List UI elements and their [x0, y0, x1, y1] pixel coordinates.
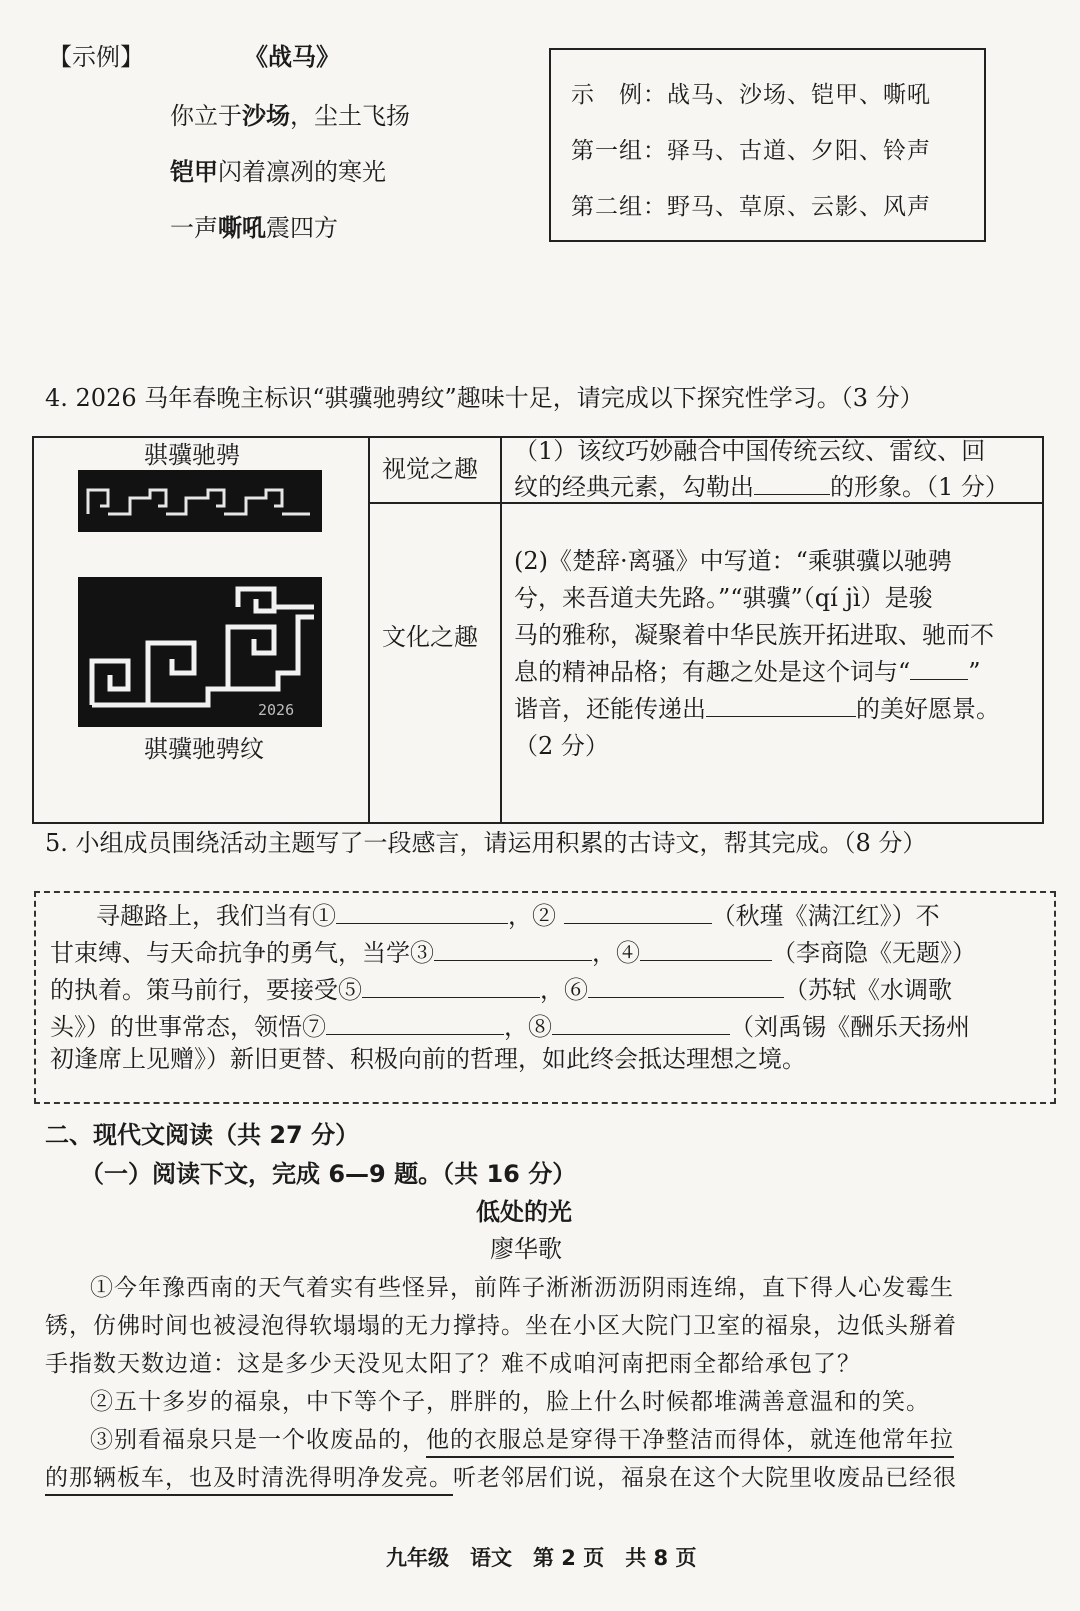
article-author: 廖华歌 — [490, 1235, 562, 1263]
paragraph-3-line-2: 的那辆板车，也及时清洗得明净发亮。听老邻居们说，福泉在这个大院里收废品已经很 — [45, 1467, 957, 1490]
answer-blank-5[interactable] — [362, 973, 540, 998]
q4-table — [32, 436, 1044, 824]
table-divider-2 — [500, 438, 502, 822]
answer-blank[interactable] — [706, 692, 856, 717]
answer-blank-3[interactable] — [434, 936, 592, 961]
answer-blank-1[interactable] — [336, 899, 508, 924]
q5-question: 5. 小组成员围绕活动主题写了一段感言，请运用积累的古诗文，帮其完成。（8 分） — [45, 829, 927, 857]
example-word-box — [549, 48, 986, 242]
example-poem-title: 《战马》 — [244, 43, 340, 71]
image-caption-bottom: 骐骥驰骋纹 — [144, 735, 264, 763]
q5-fill-box — [34, 891, 1056, 1104]
example-box-row-1: 示 例：战马、沙场、铠甲、嘶吼 — [571, 82, 931, 108]
q4-question: 4. 2026 马年春晚主标识“骐骥驰骋纹”趣味十足，请完成以下探究性学习。（3 分） — [45, 384, 924, 412]
pattern-large-svg — [78, 577, 322, 727]
row2-line-1: (2)《楚辞·离骚》中写道：“乘骐骥以驰骋 — [514, 547, 952, 575]
pattern-image-large — [78, 577, 322, 727]
pattern-small-svg — [78, 470, 322, 532]
example-poem-line-2: 铠甲闪着凛冽的寒光 — [170, 158, 386, 186]
article-title: 低处的光 — [476, 1198, 572, 1226]
image-caption-top: 骐骥驰骋 — [144, 441, 240, 469]
row1-label: 视觉之趣 — [382, 455, 478, 483]
answer-blank-7[interactable] — [326, 1010, 504, 1035]
row2-label: 文化之趣 — [382, 623, 478, 651]
q5-line-5: 初逢席上见赠》）新旧更替、积极向前的哲理，如此终会抵达理想之境。 — [50, 1045, 806, 1073]
example-box-row-2: 第一组：驿马、古道、夕阳、铃声 — [571, 138, 931, 164]
paragraph-2: ②五十多岁的福泉，中下等个子，胖胖的，脸上什么时候都堆满善意温和的笑。 — [90, 1389, 930, 1415]
paragraph-1-line-3: 手指数天数边道：这是多少天没见太阳了？难不成咱河南把雨全都给承包了？ — [45, 1351, 861, 1377]
row2-line-5: 谐音，还能传递出 的美好愿景。 — [514, 690, 1000, 728]
q5-line-2: 甘束缚、与天命抗争的勇气，当学③ ，④ （李商隐《无题》） — [50, 936, 976, 965]
answer-blank-2[interactable] — [564, 899, 712, 924]
answer-blank[interactable] — [910, 655, 968, 680]
answer-blank-8[interactable] — [552, 1010, 730, 1035]
row2-line-4: 息的精神品格；有趣之处是这个词与“ ” — [514, 653, 981, 691]
section2-heading: 二、现代文阅读（共 27 分） — [45, 1121, 360, 1149]
q5-line-3: 的执着。策马前行，要接受⑤ ，⑥ （苏轼《水调歌 — [50, 973, 952, 1002]
row1-line-2: 纹的经典元素，勾勒出 的形象。（1 分） — [514, 468, 1009, 506]
pattern-year-label: 2026 — [258, 701, 295, 719]
underlined-sentence-cont: 的那辆板车，也及时清洗得明净发亮。 — [45, 1465, 453, 1496]
answer-blank-4[interactable] — [640, 936, 772, 961]
example-tag: 【示例】 — [48, 43, 144, 71]
paragraph-3-line-1: ③别看福泉只是一个收废品的，他的衣服总是穿得干净整洁而得体，就连他常年拉 — [90, 1429, 954, 1452]
section2-subheading: （一）阅读下文，完成 6—9 题。（共 16 分） — [80, 1160, 577, 1188]
row2-line-3: 马的雅称，凝聚着中华民族开拓进取、驰而不 — [514, 621, 994, 649]
answer-blank[interactable] — [754, 470, 830, 495]
page-footer: 九年级 语文 第 2 页 共 8 页 — [386, 1546, 697, 1570]
table-divider-1 — [368, 438, 370, 822]
example-box-row-3: 第二组：野马、草原、云影、风声 — [571, 194, 931, 220]
q5-line-4: 头》）的世事常态，领悟⑦ ，⑧ （刘禹锡《酬乐天扬州 — [50, 1010, 970, 1039]
row2-line-2: 兮，来吾道夫先路。”“骐骥”（qí jì）是骏 — [514, 584, 933, 612]
example-poem-line-3: 一声嘶吼震四方 — [170, 214, 338, 242]
q5-line-1: 寻趣路上，我们当有① ，② （秋瑾《满江红》）不 — [96, 899, 940, 928]
answer-blank-6[interactable] — [588, 973, 784, 998]
pattern-image-small — [78, 470, 322, 532]
row1-line-1: （1）该纹巧妙融合中国传统云纹、雷纹、回 — [514, 437, 986, 465]
example-poem-line-1: 你立于沙场，尘土飞扬 — [170, 102, 410, 130]
row2-line-6: （2 分） — [514, 732, 609, 760]
underlined-sentence: 他的衣服总是穿得干净整洁而得体，就连他常年拉 — [426, 1427, 954, 1458]
paragraph-1-line-2: 锈，仿佛时间也被浸泡得软塌塌的无力撑持。坐在小区大院门卫室的福泉，边低头掰着 — [45, 1313, 957, 1339]
paragraph-1-line-1: ①今年豫西南的天气着实有些怪异，前阵子淅淅沥沥阴雨连绵，直下得人心发霉生 — [90, 1275, 954, 1301]
